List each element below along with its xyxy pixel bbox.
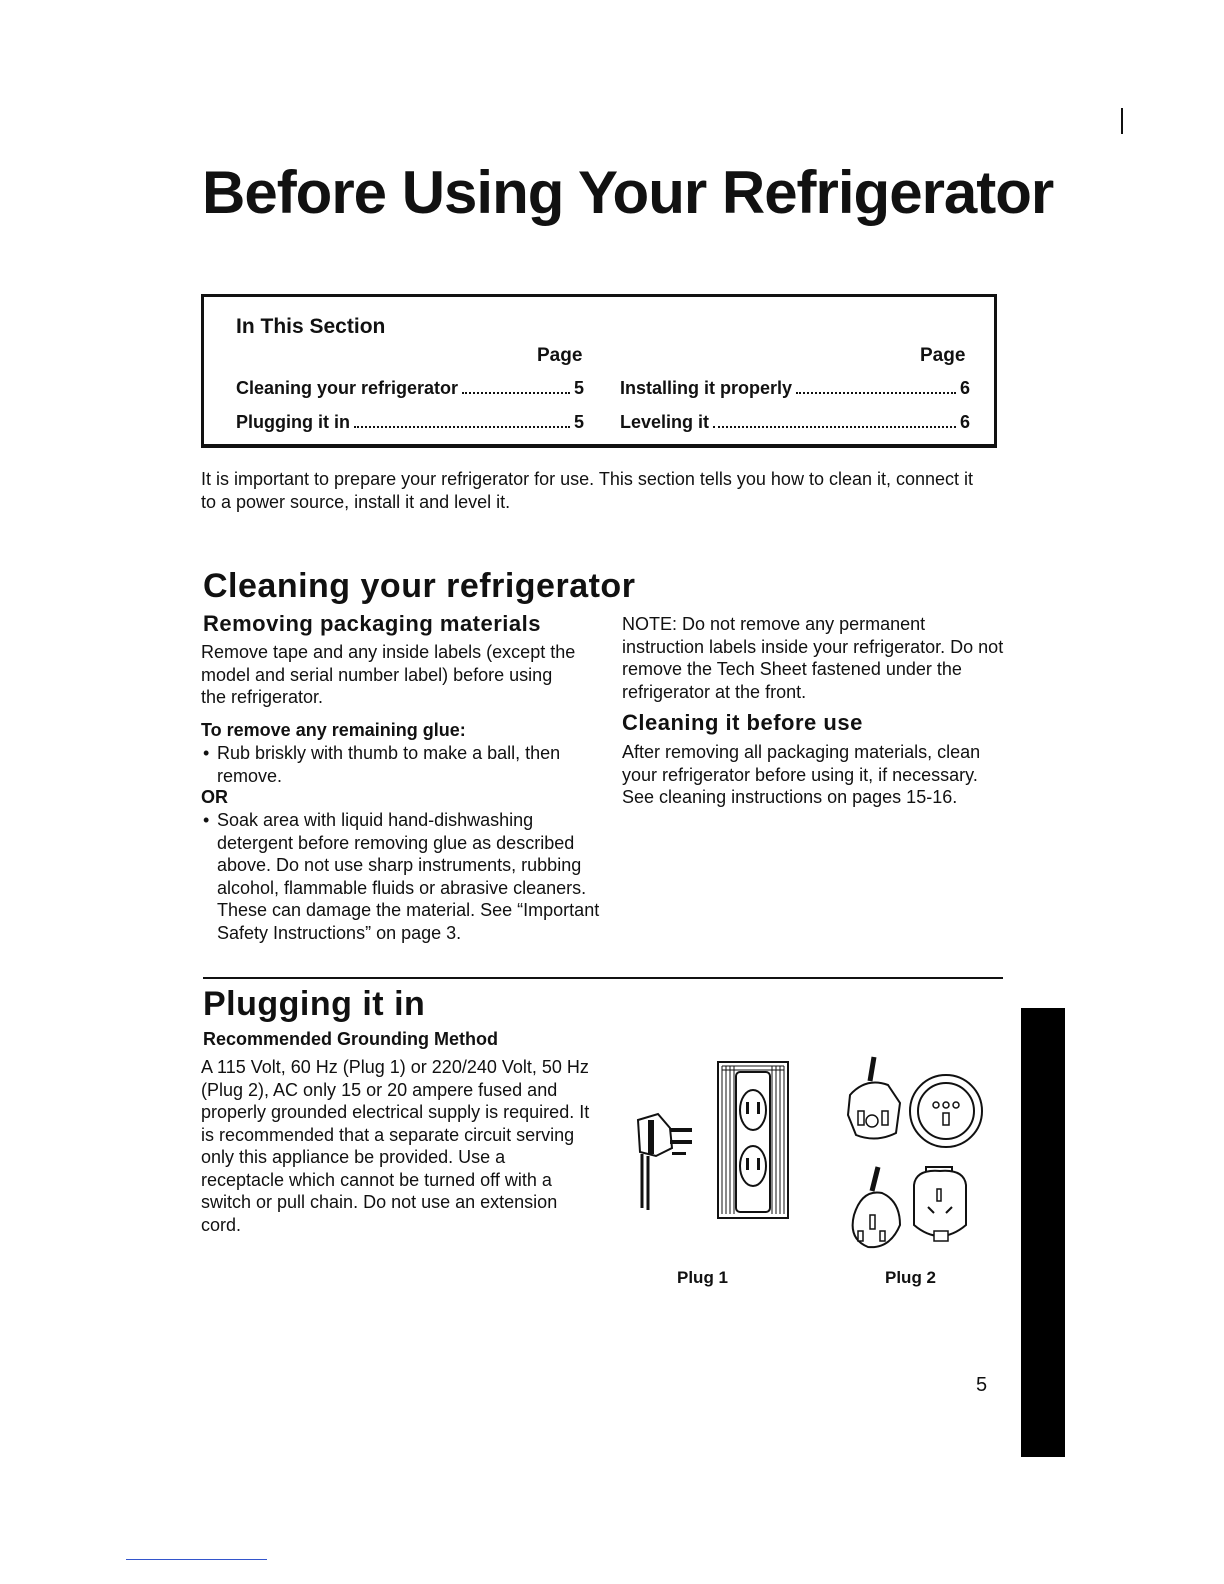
bullet-rub: • Rub briskly with thumb to make a ball, then remove.	[203, 743, 561, 786]
note-paragraph	[622, 613, 1007, 703]
wall-outlet-icon	[718, 1062, 788, 1218]
note-label: NOTE:	[622, 614, 678, 634]
round-plug-icon	[848, 1057, 900, 1139]
grounding-body: A 115 Volt, 60 Hz (Plug 1) or 220/240 Volt, 50 Hz (Plug 2), AC only 15 or 20 ampere fused and properly grounded electrical supply is required. It is recommended that a separate circuit serving only this appliance be provided. Use a receptacle which cannot be turned off with a switch or pull chain. Do not use an extension cord.	[201, 1057, 590, 1235]
note-body: Do not remove any permanent instruction labels inside your refrigerator. Do not remove the Tech Sheet fastened under the refrigerator at the front.	[622, 614, 1004, 702]
toc-page-header-left: Page	[537, 345, 583, 366]
toc-page-header-right: Page	[920, 345, 966, 366]
plug2-illustration	[836, 1055, 988, 1255]
removing-packaging-heading: Removing packaging materials	[203, 611, 541, 636]
cleaning-before-use-heading: Cleaning it before use	[622, 710, 863, 735]
toc-item-leveling[interactable]: Leveling it 6	[620, 412, 970, 432]
plug1-illustration	[628, 1058, 798, 1223]
page-number: 5	[976, 1374, 988, 1396]
bottom-margin-line	[126, 1559, 267, 1560]
removing-packaging-body: Remove tape and any inside labels (except the model and serial number label) before using the refrigerator.	[201, 642, 576, 707]
plug2-caption: Plug 2	[885, 1268, 937, 1287]
grounding-subheading: Recommended Grounding Method	[203, 1029, 498, 1049]
cleaning-heading: Cleaning your refrigerator	[203, 567, 636, 605]
toc-item-installing[interactable]: Installing it properly 6	[620, 378, 970, 398]
glue-heading: To remove any remaining glue:	[201, 720, 466, 740]
toc-heading: In This Section	[236, 315, 386, 338]
intro-paragraph: It is important to prepare your refrigerator for use. This section tells you how to clean it, connect it to a power source, install it and level it.	[201, 469, 974, 512]
plugging-heading: Plugging it in	[203, 985, 426, 1023]
page-title: Before Using Your Refrigerator	[202, 159, 1054, 226]
or-label: OR	[201, 787, 228, 807]
margin-mark	[1121, 108, 1123, 134]
flat-plug-icon	[853, 1167, 900, 1247]
cleaning-before-use-body: After removing all packaging materials, clean your refrigerator before using it, if necessary. See cleaning instructions on pages 15-16.	[622, 742, 981, 807]
bullet-soak: • Soak area with liquid hand-dishwashing detergent before removing glue as described above. Do not use sharp instruments, rubbing alcohol, flammable fluids or abrasive cleaners. These can damage the material. See “Important Safety Instructions” on page 3.	[203, 810, 600, 943]
section-divider	[203, 977, 1003, 979]
toc-item-plugging[interactable]: Plugging it in 5	[236, 412, 584, 432]
toc-item-cleaning[interactable]: Cleaning your refrigerator 5	[236, 378, 584, 398]
plug1-caption: Plug 1	[677, 1268, 729, 1287]
three-prong-plug-icon	[638, 1114, 692, 1210]
triangle-socket-icon	[914, 1167, 966, 1241]
section-tab	[1021, 1008, 1065, 1457]
round-socket-icon	[910, 1075, 982, 1147]
